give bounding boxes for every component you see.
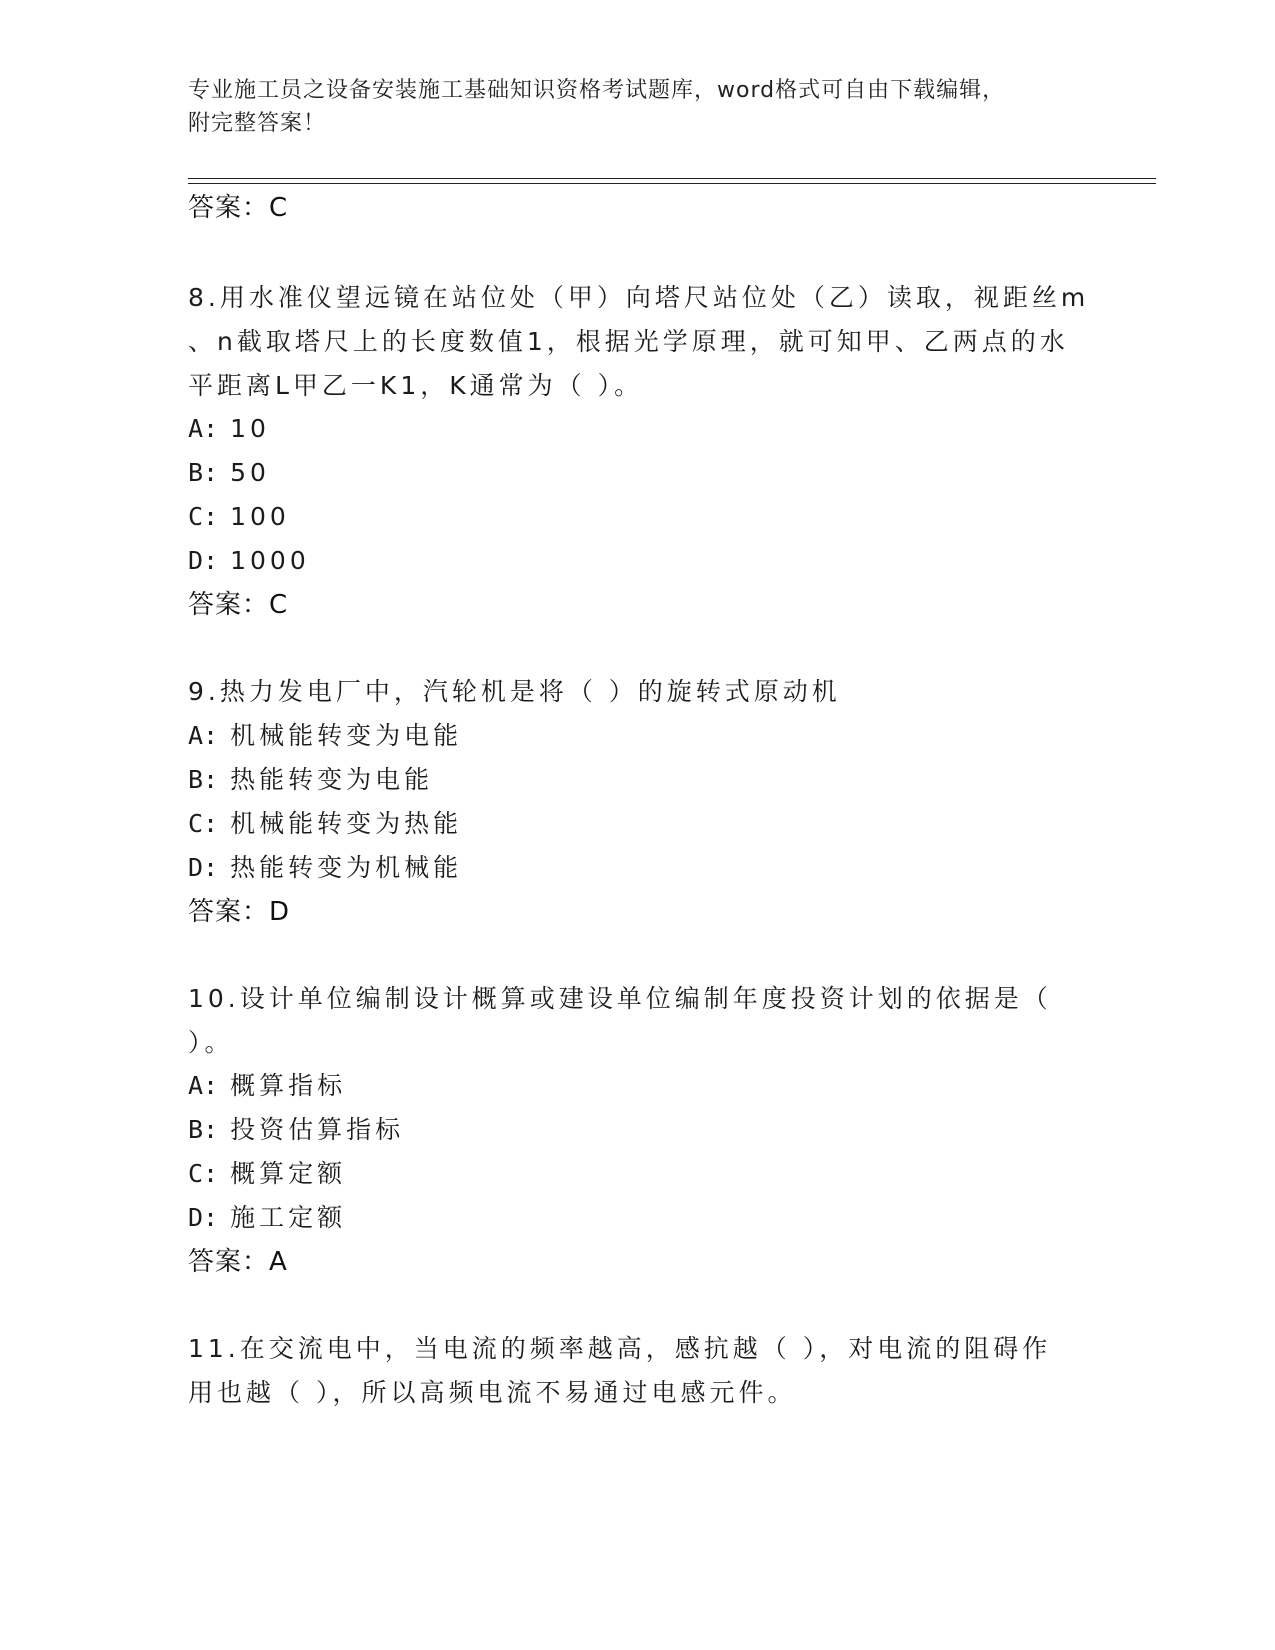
option-text: 50 <box>230 458 270 487</box>
option-key: D: <box>188 546 219 575</box>
question-10-line-1: 10.设计单位编制设计概算或建设单位编制年度投资计划的依据是（ <box>188 984 1052 1013</box>
option-text: 10 <box>230 414 270 443</box>
answer-previous: 答案：C <box>188 193 289 223</box>
question-8-option-d <box>188 546 310 576</box>
question-8-option-c <box>188 502 290 532</box>
option-text: 概算指标 <box>230 1071 347 1100</box>
header-line-2: 附完整答案！ <box>188 111 327 136</box>
header-rule-top <box>188 178 1156 179</box>
question-9-answer: 答案：D <box>188 897 291 927</box>
option-text: 机械能转变为热能 <box>230 809 463 838</box>
question-10-answer: 答案：A <box>188 1247 288 1277</box>
option-text: 概算定额 <box>230 1159 347 1188</box>
document-header <box>188 74 1088 140</box>
question-10-option-d <box>188 1203 346 1233</box>
option-key: B: <box>188 1115 219 1144</box>
option-key: C: <box>188 1159 219 1188</box>
question-8-line-2: 、n截取塔尺上的长度数值1，根据光学原理，就可知甲、乙两点的水 <box>188 327 1069 356</box>
option-key: D: <box>188 853 219 882</box>
option-text: 1000 <box>230 546 310 575</box>
option-key: C: <box>188 502 219 531</box>
question-10-option-c <box>188 1159 346 1189</box>
question-8-answer: 答案：C <box>188 590 289 620</box>
option-text: 热能转变为机械能 <box>230 853 463 882</box>
option-text: 机械能转变为电能 <box>230 721 463 750</box>
option-key: B: <box>188 458 219 487</box>
question-10-option-a <box>188 1071 346 1101</box>
header-line-1: 专业施工员之设备安装施工基础知识资格考试题库，word格式可自由下载编辑， <box>188 78 1006 103</box>
question-9-line-1: 9.热力发电厂中，汽轮机是将（ ）的旋转式原动机 <box>188 677 841 706</box>
option-key: A: <box>188 414 219 443</box>
question-9-option-d <box>188 853 462 883</box>
question-10-line-2: ）。 <box>188 1028 234 1057</box>
option-key: B: <box>188 765 219 794</box>
option-key: D: <box>188 1203 219 1232</box>
question-11-line-1: 11.在交流电中，当电流的频率越高，感抗越（ ），对电流的阻碍作 <box>188 1334 1052 1363</box>
option-text: 热能转变为电能 <box>230 765 434 794</box>
option-key: A: <box>188 721 219 750</box>
question-8-line-1: 8.用水准仪望远镜在站位处（甲）向塔尺站位处（乙）读取，视距丝m <box>188 283 1090 312</box>
question-10-option-b <box>188 1115 404 1145</box>
header-rule-bottom <box>188 183 1156 184</box>
question-8-option-b <box>188 458 270 488</box>
option-text: 施工定额 <box>230 1203 347 1232</box>
question-9-option-a <box>188 721 462 751</box>
option-text: 投资估算指标 <box>230 1115 405 1144</box>
question-9-option-c <box>188 809 462 839</box>
option-key: C: <box>188 809 219 838</box>
option-key: A: <box>188 1071 219 1100</box>
question-8-option-a <box>188 414 270 444</box>
question-11-line-2: 用也越（ ），所以高频电流不易通过电感元件。 <box>188 1378 797 1407</box>
option-text: 100 <box>230 502 290 531</box>
question-9-option-b <box>188 765 433 795</box>
question-8-line-3: 平距离L甲乙一K1，K通常为（ ）。 <box>188 371 644 400</box>
